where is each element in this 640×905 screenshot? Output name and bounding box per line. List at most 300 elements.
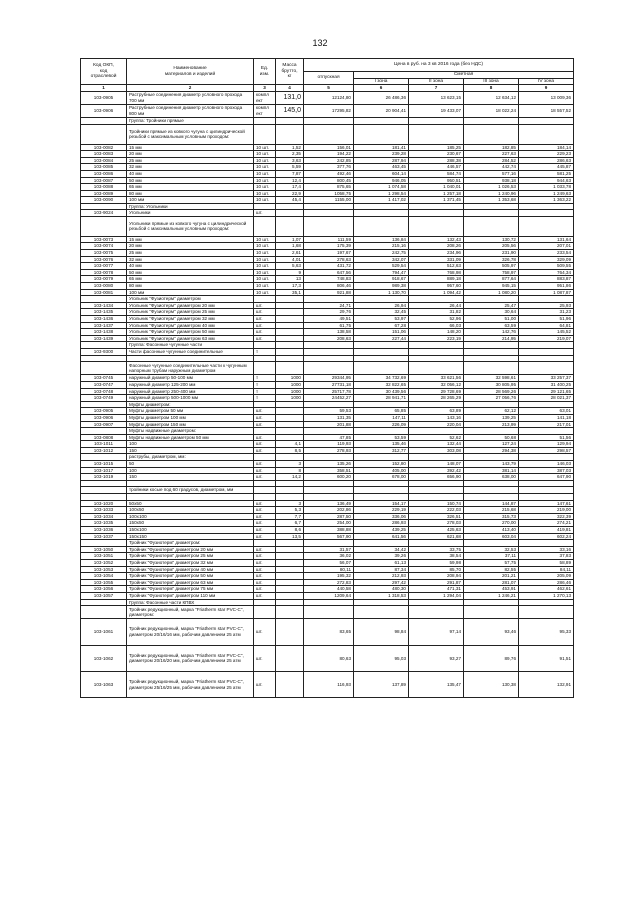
zone-header: III зона bbox=[464, 78, 519, 85]
table-row bbox=[81, 566, 574, 573]
cell-empty bbox=[354, 454, 409, 461]
cell-empty bbox=[254, 540, 276, 547]
cell-name: 100 мм bbox=[127, 289, 254, 296]
table-row bbox=[81, 243, 574, 250]
cell-empty bbox=[276, 540, 304, 547]
cell-mass: 17,4 bbox=[276, 184, 304, 191]
cell-mass bbox=[276, 309, 304, 316]
cell-name: Раструбные соединения диаметр условного прохода 700 мм bbox=[127, 91, 254, 104]
cell-price bbox=[409, 348, 464, 355]
cell-price: 63,59 bbox=[464, 322, 519, 329]
zone-header: IV зона bbox=[519, 78, 574, 85]
cell-empty bbox=[464, 599, 519, 606]
cell-empty bbox=[409, 454, 464, 461]
cell-mass: 35,1 bbox=[276, 289, 304, 296]
cell-empty bbox=[81, 480, 127, 487]
cell-price: 215,16 bbox=[354, 243, 409, 250]
cell-price: 284,52 bbox=[464, 157, 519, 164]
table-row bbox=[81, 124, 574, 144]
cell-name: Муфты диаметром: bbox=[127, 401, 254, 408]
table-row bbox=[81, 573, 574, 580]
cell-empty bbox=[254, 124, 276, 144]
table-row bbox=[81, 322, 574, 329]
cell-price: 1 257,18 bbox=[409, 190, 464, 197]
cell-mass: 3 bbox=[276, 461, 304, 468]
cell-name: Муфты надвижные диаметром: bbox=[127, 428, 254, 435]
cell-price: 921,88 bbox=[304, 289, 354, 296]
cell-price: 1 040,01 bbox=[409, 184, 464, 191]
cell-price: 208,63 bbox=[304, 335, 354, 342]
cell-mass: 13,5 bbox=[276, 533, 304, 540]
cell-code bbox=[81, 362, 127, 375]
cell-price: 231,90 bbox=[464, 250, 519, 257]
cell-name: Тройник "Фузиотерм" диаметром 75 мм bbox=[127, 586, 254, 593]
cell-price: 794,47 bbox=[354, 269, 409, 276]
cell-unit: шт. bbox=[254, 672, 276, 698]
cell-price: 131,64 bbox=[519, 236, 574, 243]
table-row bbox=[81, 527, 574, 534]
cell-price: 32 056,12 bbox=[409, 381, 464, 388]
table-row bbox=[81, 606, 574, 619]
cell-empty bbox=[519, 606, 574, 619]
cell-name: Фасонные чугунные соединительные части к чугунным напорным трубам наружным диаметром bbox=[127, 362, 254, 375]
table-row bbox=[81, 381, 574, 388]
cell-price: 18 022,24 bbox=[464, 104, 519, 117]
cell-unit: 10 шт. bbox=[254, 184, 276, 191]
cell-unit: 10 шт. bbox=[254, 170, 276, 177]
cell-code bbox=[81, 454, 127, 461]
cell-price: 63,89 bbox=[409, 408, 464, 415]
cell-unit: шт. bbox=[254, 546, 276, 553]
table-row bbox=[81, 480, 574, 487]
cell-price: 288,38 bbox=[409, 157, 464, 164]
cell-unit: шт. bbox=[254, 619, 276, 645]
cell-price: 877,64 bbox=[464, 276, 519, 283]
cell-empty bbox=[354, 540, 409, 547]
cell-name: Тройники прямые из ковкого чугуна с цилиндрической резьбой с максимальным условным проходом: bbox=[127, 124, 254, 144]
cell-code bbox=[81, 487, 127, 494]
cell-price: 34 732,69 bbox=[354, 375, 409, 382]
cell-price: 1 080,20 bbox=[464, 289, 519, 296]
cell-name: Тройник "Фузиотерм" диаметром 32 мм bbox=[127, 559, 254, 566]
cell-empty bbox=[254, 494, 276, 501]
cell-price: 95,33 bbox=[519, 619, 574, 645]
cell-price: 154,17 bbox=[354, 500, 409, 507]
cell-empty bbox=[464, 362, 519, 375]
cell-empty bbox=[519, 124, 574, 144]
zone-header: II зона bbox=[409, 78, 464, 85]
cell-empty bbox=[519, 599, 574, 606]
cell-empty bbox=[519, 428, 574, 435]
cell-code: 103-1436 bbox=[81, 316, 127, 323]
cell-price: 119,93 bbox=[304, 441, 354, 448]
cell-price: 25717,78 bbox=[304, 388, 354, 395]
cell-empty bbox=[304, 454, 354, 461]
cell-empty bbox=[127, 355, 254, 362]
cell-price: 1 298,54 bbox=[354, 190, 409, 197]
cell-price: 1 318,53 bbox=[354, 592, 409, 599]
price-table bbox=[80, 58, 574, 698]
cell-price: 52,96 bbox=[409, 316, 464, 323]
cell-price: 223,19 bbox=[409, 335, 464, 342]
cell-empty bbox=[276, 118, 304, 125]
cell-code: 103-0745 bbox=[81, 375, 127, 382]
estimate-header: Сметная bbox=[354, 72, 574, 79]
cell-price: 27 056,76 bbox=[464, 395, 519, 402]
cell-empty bbox=[304, 606, 354, 619]
table-row bbox=[81, 236, 574, 243]
cell-price: 1 074,58 bbox=[354, 184, 409, 191]
cell-code: 103-0077 bbox=[81, 263, 127, 270]
cell-price: 27731,18 bbox=[304, 381, 354, 388]
table-row bbox=[81, 362, 574, 375]
cell-price: 604,14 bbox=[354, 170, 409, 177]
cell-price bbox=[464, 210, 519, 217]
cell-price: 312,77 bbox=[354, 447, 409, 454]
cell-empty bbox=[254, 480, 276, 487]
table-row bbox=[81, 170, 574, 177]
cell-empty bbox=[464, 355, 519, 362]
cell-mass bbox=[276, 302, 304, 309]
cell-unit: т bbox=[254, 375, 276, 382]
cell-empty bbox=[254, 203, 276, 210]
cell-price: 116,93 bbox=[304, 672, 354, 698]
cell-price: 61,75 bbox=[304, 322, 354, 329]
cell-price: 945,15 bbox=[464, 283, 519, 290]
cell-price: 419,81 bbox=[519, 527, 574, 534]
cell-name: 100х50 bbox=[127, 507, 254, 514]
cell-code: 103-1063 bbox=[81, 672, 127, 698]
column-index: 1 bbox=[81, 85, 127, 92]
cell-empty bbox=[304, 296, 354, 303]
cell-price: 758,97 bbox=[464, 269, 519, 276]
table-row bbox=[81, 210, 574, 217]
table-row bbox=[81, 388, 574, 395]
cell-code: 103-0080 bbox=[81, 283, 127, 290]
cell-price: 577,16 bbox=[464, 170, 519, 177]
cell-price: 29344,95 bbox=[304, 375, 354, 382]
column-index: 8 bbox=[464, 85, 519, 92]
cell-mass: 7,87 bbox=[276, 170, 304, 177]
cell-unit: 10 шт. bbox=[254, 263, 276, 270]
cell-empty bbox=[304, 355, 354, 362]
table-row bbox=[81, 474, 574, 481]
cell-unit: т bbox=[254, 381, 276, 388]
cell-price: 12124,80 bbox=[304, 91, 354, 104]
cell-price: 303,08 bbox=[409, 447, 464, 454]
cell-unit: т bbox=[254, 348, 276, 355]
cell-price: 64,81 bbox=[519, 322, 574, 329]
cell-empty bbox=[519, 342, 574, 349]
cell-price: 326,78 bbox=[464, 256, 519, 263]
cell-empty bbox=[464, 606, 519, 619]
table-row bbox=[81, 494, 574, 501]
cell-unit: шт. bbox=[254, 434, 276, 441]
cell-unit: шт. bbox=[254, 414, 276, 421]
cell-price: 97,14 bbox=[409, 619, 464, 645]
cell-empty bbox=[304, 124, 354, 144]
cell-name: 150 bbox=[127, 447, 254, 454]
cell-code: 103-1050 bbox=[81, 546, 127, 553]
cell-unit: шт. bbox=[254, 592, 276, 599]
cell-price: 30 439,56 bbox=[354, 388, 409, 395]
cell-code bbox=[81, 203, 127, 210]
cell-mass: 1000 bbox=[276, 395, 304, 402]
cell-price: 84,11 bbox=[519, 566, 574, 573]
cell-price: 439,25 bbox=[354, 527, 409, 534]
table-row bbox=[81, 217, 574, 237]
cell-price: 230,67 bbox=[409, 151, 464, 158]
cell-name: Части фасонные чугунные соединительные bbox=[127, 348, 254, 355]
cell-price: 229,23 bbox=[519, 151, 574, 158]
cell-unit: 10 шт. bbox=[254, 151, 276, 158]
cell-empty bbox=[464, 540, 519, 547]
cell-price: 471,31 bbox=[409, 586, 464, 593]
cell-price: 377,76 bbox=[304, 164, 354, 171]
cell-price: 938,18 bbox=[464, 177, 519, 184]
cell-name: Муфты диаметром 100 мм bbox=[127, 414, 254, 421]
cell-price: 32,53 bbox=[464, 546, 519, 553]
cell-price: 957,60 bbox=[409, 283, 464, 290]
cell-price: 51,96 bbox=[519, 316, 574, 323]
cell-price: 413,40 bbox=[464, 527, 519, 534]
cell-price: 93,27 bbox=[409, 645, 464, 671]
cell-empty bbox=[354, 296, 409, 303]
table-row bbox=[81, 540, 574, 547]
cell-code: 103-0079 bbox=[81, 276, 127, 283]
cell-price: 12 634,12 bbox=[464, 91, 519, 104]
table-row bbox=[81, 645, 574, 671]
cell-price: 144,87 bbox=[464, 500, 519, 507]
cell-code bbox=[81, 540, 127, 547]
cell-code: 103-1057 bbox=[81, 592, 127, 599]
cell-mass: 45,4 bbox=[276, 197, 304, 204]
cell-name: наружный диаметр 50-100 мм bbox=[127, 375, 254, 382]
cell-price: 1 026,53 bbox=[464, 184, 519, 191]
cell-code: 103-0088 bbox=[81, 184, 127, 191]
cell-price: 67,28 bbox=[354, 322, 409, 329]
cell-name: 50 мм bbox=[127, 177, 254, 184]
cell-price: 1 417,02 bbox=[354, 197, 409, 204]
cell-price: 83,65 bbox=[304, 619, 354, 645]
cell-empty bbox=[354, 342, 409, 349]
cell-price: 205,09 bbox=[519, 573, 574, 580]
cell-unit: шт. bbox=[254, 447, 276, 454]
cell-name: 32 мм bbox=[127, 256, 254, 263]
cell-price: 66,03 bbox=[409, 322, 464, 329]
table-row bbox=[81, 395, 574, 402]
table-row bbox=[81, 164, 574, 171]
cell-mass: 6,7 bbox=[276, 520, 304, 527]
cell-code: 103-1437 bbox=[81, 322, 127, 329]
cell-price: 294,38 bbox=[464, 447, 519, 454]
cell-unit: шт. bbox=[254, 335, 276, 342]
cell-name: 40 мм bbox=[127, 263, 254, 270]
cell-empty bbox=[254, 355, 276, 362]
table-row bbox=[81, 461, 574, 468]
cell-price: 322,39 bbox=[519, 513, 574, 520]
cell-mass bbox=[276, 579, 304, 586]
price-header: Цена в руб. на 3 кв 2016 года (без НДС) bbox=[304, 59, 574, 72]
cell-price: 272,83 bbox=[304, 579, 354, 586]
cell-price: 85,70 bbox=[409, 566, 464, 573]
cell-code: 103-0808 bbox=[81, 434, 127, 441]
cell-code bbox=[81, 118, 127, 125]
table-row bbox=[81, 454, 574, 461]
cell-price: 291,87 bbox=[409, 579, 464, 586]
cell-price: 202,86 bbox=[304, 507, 354, 514]
cell-empty bbox=[409, 401, 464, 408]
cell-code bbox=[81, 401, 127, 408]
cell-mass bbox=[276, 434, 304, 441]
cell-unit: 10 шт. bbox=[254, 269, 276, 276]
cell-price: 219,00 bbox=[519, 507, 574, 514]
cell-code: 103-1434 bbox=[81, 302, 127, 309]
cell-code bbox=[81, 599, 127, 606]
cell-mass: 17,3 bbox=[276, 283, 304, 290]
cell-mass: 145,0 bbox=[276, 104, 304, 117]
column-index: 5 bbox=[304, 85, 354, 92]
zone-header: I зона bbox=[354, 78, 409, 85]
cell-price: 28 021,37 bbox=[519, 395, 574, 402]
cell-code: 103-9300 bbox=[81, 348, 127, 355]
cell-mass: 13 bbox=[276, 276, 304, 283]
cell-name: 15 мм bbox=[127, 236, 254, 243]
cell-empty bbox=[254, 342, 276, 349]
table-row bbox=[81, 329, 574, 336]
cell-empty bbox=[276, 401, 304, 408]
cell-empty bbox=[304, 342, 354, 349]
cell-price bbox=[354, 210, 409, 217]
cell-empty bbox=[304, 540, 354, 547]
cell-name: Муфты надвижные диаметром 50 мм bbox=[127, 434, 254, 441]
cell-price: 254,00 bbox=[304, 520, 354, 527]
table-row bbox=[81, 316, 574, 323]
cell-price: 442,74 bbox=[464, 164, 519, 171]
cell-price: 440,58 bbox=[304, 586, 354, 593]
cell-price: 148,20 bbox=[409, 329, 464, 336]
group-label: Группа: Угольники bbox=[127, 203, 254, 210]
cell-price: 287,50 bbox=[304, 513, 354, 520]
cell-empty bbox=[276, 599, 304, 606]
cell-price: 1155,00 bbox=[304, 197, 354, 204]
cell-price: 29 121,65 bbox=[519, 388, 574, 395]
cell-price: 13 009,36 bbox=[519, 91, 574, 104]
cell-code: 103-0084 bbox=[81, 157, 127, 164]
cell-price: 405,00 bbox=[354, 467, 409, 474]
cell-empty bbox=[519, 401, 574, 408]
table-row bbox=[81, 513, 574, 520]
cell-price: 63,01 bbox=[519, 408, 574, 415]
cell-empty bbox=[254, 401, 276, 408]
cell-price bbox=[519, 210, 574, 217]
cell-code: 103-0086 bbox=[81, 170, 127, 177]
cell-name: 150 bbox=[127, 474, 254, 481]
cell-price: 31,23 bbox=[519, 309, 574, 316]
cell-price: 748,83 bbox=[304, 276, 354, 283]
cell-price: 26,44 bbox=[409, 302, 464, 309]
cell-price: 463,45 bbox=[354, 164, 409, 171]
cell-empty bbox=[354, 118, 409, 125]
cell-price: 195,32 bbox=[304, 573, 354, 580]
cell-price: 638,00 bbox=[464, 474, 519, 481]
cell-unit: компл ект bbox=[254, 104, 276, 117]
cell-name: наружный диаметр 500-1000 мм bbox=[127, 395, 254, 402]
table-row bbox=[81, 428, 574, 435]
table-row bbox=[81, 184, 574, 191]
cell-unit: 10 шт. bbox=[254, 250, 276, 257]
cell-price: 336,06 bbox=[354, 513, 409, 520]
cell-empty bbox=[354, 355, 409, 362]
cell-price: 130,72 bbox=[464, 236, 519, 243]
cell-price: 80,11 bbox=[304, 566, 354, 573]
cell-price: 584,74 bbox=[409, 170, 464, 177]
cell-price: 57,75 bbox=[464, 559, 519, 566]
cell-price: 143,79 bbox=[464, 461, 519, 468]
cell-price: 31,82 bbox=[409, 309, 464, 316]
cell-unit: шт. bbox=[254, 527, 276, 534]
cell-unit: 10 шт. bbox=[254, 190, 276, 197]
cell-price: 274,21 bbox=[519, 520, 574, 527]
cell-price: 425,63 bbox=[409, 527, 464, 534]
cell-code: 103-0905 bbox=[81, 408, 127, 415]
cell-code: 103-0076 bbox=[81, 256, 127, 263]
cell-price: 242,85 bbox=[304, 157, 354, 164]
cell-empty bbox=[276, 362, 304, 375]
cell-price: 194,22 bbox=[304, 151, 354, 158]
cell-mass bbox=[276, 414, 304, 421]
cell-price: 297,42 bbox=[354, 579, 409, 586]
cell-price: 764,34 bbox=[519, 269, 574, 276]
cell-empty bbox=[519, 540, 574, 547]
cell-empty bbox=[409, 599, 464, 606]
cell-name: Тройник "Фузиотерм" диаметром 110 мм bbox=[127, 592, 254, 599]
cell-price: 1 246,21 bbox=[464, 592, 519, 599]
cell-empty bbox=[304, 362, 354, 375]
cell-mass: 9 bbox=[276, 269, 304, 276]
cell-mass bbox=[276, 592, 304, 599]
cell-price: 875,65 bbox=[304, 184, 354, 191]
cell-name: Угольник "Фузиотерм" диаметром bbox=[127, 296, 254, 303]
cell-price: 58,89 bbox=[519, 559, 574, 566]
cell-name: Тройник "Фузиотерм" диаметром 63 мм bbox=[127, 579, 254, 586]
cell-empty bbox=[254, 599, 276, 606]
cell-empty bbox=[409, 480, 464, 487]
page-number: 132 bbox=[312, 38, 328, 48]
cell-price: 34,42 bbox=[354, 546, 409, 553]
table-row bbox=[81, 507, 574, 514]
cell-unit: шт. bbox=[254, 559, 276, 566]
cell-price: 56,07 bbox=[304, 559, 354, 566]
cell-name: 40 мм bbox=[127, 170, 254, 177]
cell-empty bbox=[304, 203, 354, 210]
group-label: Группа: Тройники прямые bbox=[127, 118, 254, 125]
cell-price: 62,12 bbox=[464, 408, 519, 415]
cell-mass: 3 bbox=[276, 500, 304, 507]
cell-price: 227,63 bbox=[464, 151, 519, 158]
cell-empty bbox=[354, 494, 409, 501]
cell-price: 213,99 bbox=[464, 421, 519, 428]
cell-price: 201,88 bbox=[304, 421, 354, 428]
column-index: 4 bbox=[276, 85, 304, 92]
cell-empty bbox=[254, 217, 276, 237]
cell-price: 222,03 bbox=[409, 507, 464, 514]
cell-price: 135,26 bbox=[304, 461, 354, 468]
cell-empty bbox=[409, 487, 464, 494]
unit-header: Ед. изм. bbox=[254, 59, 276, 85]
cell-mass: 131,0 bbox=[276, 91, 304, 104]
cell-code: 103-1012 bbox=[81, 447, 127, 454]
